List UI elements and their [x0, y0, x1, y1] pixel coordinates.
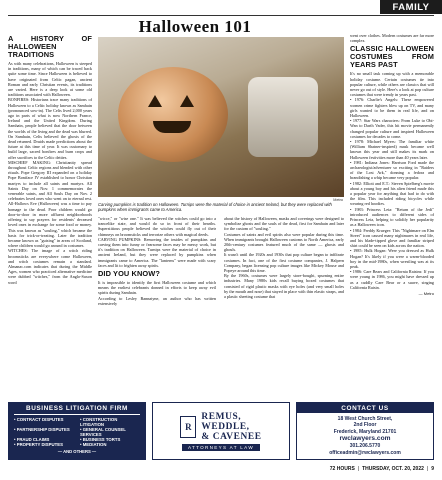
list-item: • 1985: Hulk Hogan: Were you dressed as Hulk Hogan? It's likely if you were a warm-blooded boy in the mid-1980s, when wrestling was at its peak.	[350, 248, 434, 269]
list-item: • 1986: Care Bears and California Raisins: If you were young in 1986, you might have dressed up as a cuddly Care Bear or a suave, singing California Raisin.	[350, 269, 434, 290]
article-heading: DID YOU KNOW?	[98, 269, 160, 279]
issue-date: THURSDAY, OCT. 20, 2022	[362, 466, 424, 472]
ad-list-item: • GENERAL COUNSEL SERVICES	[80, 427, 140, 437]
article-heading: CLASSIC HALLOWEEN COSTUMES FROM YEARS PAST	[350, 44, 434, 70]
list-item: • 1982: Elliott and E.T.: Steven Spielberg's movie about a young boy and his alien friend made this a popular year for anything that had to do with the film. This included riding bicycles while wearing red hoodies.	[350, 180, 434, 207]
paragraph: As with many celebrations, Halloween is steeped in traditions, many of which can be traced back quite some time. Since Halloween is believed to have originated from Celtic pagan, ancient Roman and early Christian events, its traditions are varied. Here is a deep look at some old traditions associated with Halloween.	[8, 61, 92, 98]
paragraph: MISCHIEF MAKING: Christianity spread throughout Celtic regions and blended with other rituals. Pope Gregory III expanded on a holiday Pope Boniface IV established to honor Christian martyrs to include all saints and martyrs. All Saints Day on Nov. 1 commemorates the venerable saints, and All Souls Day on Nov. 2 celebrates loved ones who went on to eternal rest. All-Hallows Eve (Halloween) was a time to pay homage to the dead. Poor children would go door-to-door in more affluent neighborhoods offering to say prayers for residents' deceased loved ones in exchange for some food or money. This was known as "souling," which became the basis for trick-or-treating. Later the tradition became known as "guising" in areas of Scotland, where children would go around in costumes.	[8, 159, 92, 249]
paragraph: BONFIRES: Historians trace many traditions of Halloween to a Celtic holiday known as Samhain (pronounced sow-in). The Celts lived 2,000 years ago in parts of what is now Northern France, Ireland and the United Kingdom. During Samhain, people believed that the door between the worlds of the living and the dead was blurred. On Samhain, Celts believed the ghosts of the dead returned. Druids made predictions about the future at this time of year. It was customary to build large, sacred bonfires and burn crops and offer sacrifices to the Celtic deities.	[8, 97, 92, 160]
paragraph: Costumes of saints and evil spirits also were popular during this time. When immigrants brought Halloween customs to North America, early 20th-century costumes featured much of the same — ghosts and ghouls.	[224, 231, 344, 253]
divider: |	[426, 466, 429, 472]
column-3	[224, 216, 344, 299]
pumpkin-photo	[98, 37, 344, 197]
ad-title: CONTACT US	[297, 403, 433, 413]
law-firm-ad	[152, 402, 290, 460]
firm-name-line: REMUS,	[201, 411, 242, 422]
business-litigation-ad	[8, 402, 146, 460]
address-line: 2nd Floor	[353, 422, 377, 429]
paragraph: By the 1960s, costumes were largely store-bought, spurning entire industries. Many 1980s kids recall buying boxed costumes that consisted of rigid plastic masks with eye holes (and very small holes by the mouth and nose) that stayed in place with thin elastic straps, and a plastic sheeting costume that	[224, 273, 344, 300]
ad-title: BUSINESS LITIGATION FIRM	[14, 405, 140, 415]
paragraph: It wasn't until the 1920s and 1930s that pop culture began to infiltrate costumes. In fact, one of the first costume companies, J. Halpern Company, began licensing pop culture images like Mickey Mouse and Popeye around this time.	[224, 252, 344, 274]
list-item: • 1983: Princess Leia: "Return of the Jedi" introduced audiences to different sides of Princess Leia, helping to solidify her popularity as a Halloween icon.	[350, 206, 434, 228]
section-tab: FAMILY	[380, 0, 442, 14]
column-1	[8, 33, 92, 285]
ad-list-item: • MEDIATION	[80, 442, 140, 447]
email-link[interactable]: officeadmin@rwclawyers.com	[329, 449, 401, 456]
contact-ad	[296, 402, 434, 460]
photo-caption: Carving pumpkins is tradition on Halloween. Turnips were the material of choice in ancient Ireland, but they were replaced with pumpkins when immigrants came to America.	[98, 202, 332, 213]
paragraph: about the history of Halloween, masks and coverings were designed to symbolize ghosts and the souls of the dead, first for Samhain and later for the custom of "souling."	[224, 216, 344, 232]
ad-list-item: • CONSTRUCTION LITIGATION	[80, 417, 140, 427]
ad-list-item: • PROPERTY DISPUTES	[14, 442, 74, 447]
column-4	[350, 33, 434, 296]
column-2	[98, 216, 216, 306]
top-rule	[8, 15, 434, 16]
address-line: 18 West Church Street,	[337, 416, 393, 422]
divider: |	[357, 466, 360, 472]
list-item: • 1984: Freddy Krueger: This "Nightmare on Elm Street" icon caused many nightmares in real life, and his blade-tipped glove and familiar striped shirt could be seen on kids across the nation.	[350, 227, 434, 249]
article-heading: A HISTORY OF HALLOWEEN TRADITIONS	[8, 34, 92, 59]
photo-credit: Metro	[333, 198, 343, 202]
address-line: Frederick, Maryland 21701	[333, 428, 397, 435]
paragraph: CARVING PUMPKINS: Removing the insides of pumpkins and carving them into funny or fearsome faces may be messy work, but it's tradition on Halloween. Turnips were the material of choice in ancient Ireland, but they were replaced by pumpkins when immigrants came to America. The "lanterns" were made with scary faces and lit to frighten away spirits.	[98, 236, 216, 268]
list-item: • 1981: Indiana Jones: Harrison Ford made the archaeologist/adventurer so exciting in "Raiders of the Lost Ark," donning a fedora and brandishing a whip became very popular.	[350, 159, 434, 181]
ad-list-item: • CONTRACT DISPUTES	[14, 417, 74, 427]
firm-name-line: WEDDLE,	[201, 421, 250, 432]
ad-list-item: • PARTNERSHIP DISPUTES	[14, 427, 74, 437]
paragraph: It's no small task coming up with a memorable holiday costume. Certain costumes tie into popular culture, while others are classics that will never go out of style. Here's a look at pop culture costumes that were trendy in years past.	[350, 71, 434, 98]
ad-more: — AND OTHERS —	[57, 449, 97, 454]
firm-name-line: & CAVENEE	[201, 431, 262, 442]
list-item: • 1978: Michael Myers: The familiar white (William Shatner-inspired) mask became well known this year and still makes its mark on Halloween festivities more than 40 years later.	[350, 139, 434, 160]
article-credit: — Metro	[418, 290, 434, 296]
headline: Halloween 101	[138, 17, 252, 36]
pumpkin-image	[118, 67, 228, 162]
paragraph: According to Lesley Bannatyne, an author who has written extensively	[98, 295, 216, 306]
website-link[interactable]: rwclawyers.com	[339, 435, 391, 443]
publication-name: 72 HOURS	[329, 466, 355, 472]
list-item: • 1976: Charlie's Angels: These empowered women crime fighters blew up on TV, and many girls wanted to be them in real life, and on Halloween.	[350, 97, 434, 119]
phone-number: 301.206.5770	[349, 443, 381, 450]
paragraph: WITCHES: The image of a witch riding broomsticks are everywhere come Halloween, and witch costumes remain a standard. Almanac.com indicates that during the Middle Ages, women who practiced alternative medicine were dubbed "witches," from the Anglo-Saxon word	[8, 248, 92, 285]
list-item: • 1977: Star Wars characters: From Luke to Obi-Wan to Darth Vader, this hit movie permanently changed popular culture and inspired Halloween costumes for decades to come.	[350, 118, 434, 139]
page-number: 9	[431, 466, 434, 472]
pumpkin-mouth	[153, 121, 191, 133]
ad-list-item: • BUSINESS TORTS	[80, 437, 140, 442]
paragraph: It is impossible to identify the first Halloween costume and which means the earliest celebrants donned in efforts to keep away evil spirits during Samhain.	[98, 280, 216, 296]
hands-image	[248, 77, 318, 157]
paragraph: "wicce," or "wise one." It was believed the witches could go into a trancelike state, and would do so in front of their hearths. Superstitious people believed the witches could fly out of their chimneys on broomsticks and terrorize others with magical deeds.	[98, 216, 216, 237]
ad-list-item: • FRAUD CLAIMS	[14, 437, 74, 442]
firm-logo-icon: R	[180, 416, 196, 438]
paragraph: went over clothes. Modern costumes are far more complex.	[350, 33, 434, 44]
firm-tagline: ATTORNEYS AT LAW	[182, 444, 260, 451]
page-footer	[330, 466, 434, 472]
